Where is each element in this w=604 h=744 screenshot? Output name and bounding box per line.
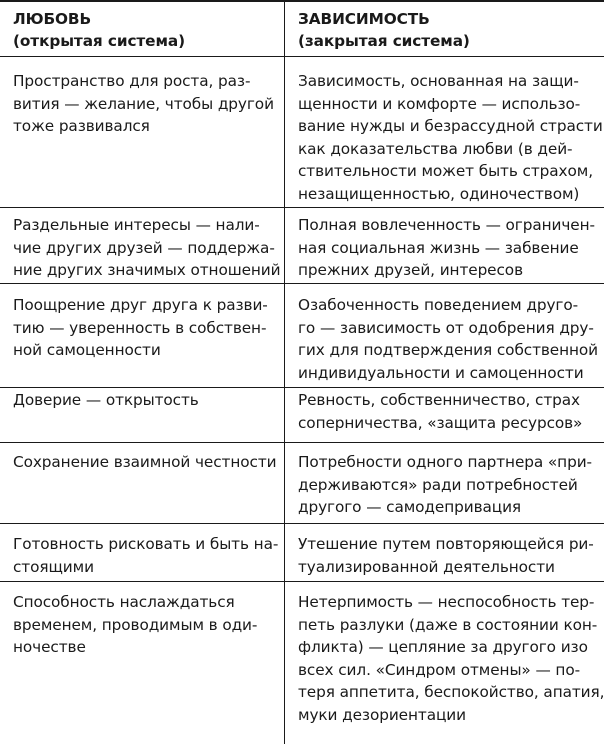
table-row: [0, 387, 604, 442]
table-header-row: [0, 2, 604, 56]
dependency-cell: Озабоченность поведением друго- го — зависимость от одобрения дру- гих для подтверждения собственной индивидуальности и самоценности: [298, 296, 599, 382]
dependency-cell: Ревность, собственничество, страх соперничества, «защита ресурсов»: [298, 391, 583, 432]
table-row: [0, 56, 604, 207]
header-dependency: ЗАВИСИМОСТЬ (закрытая система): [298, 10, 470, 50]
love-cell: Поощрение друг друга к разви- тию — уверенность в собствен- ной самоценности: [13, 296, 268, 360]
dependency-cell: Зависимость, основанная на защи- щенности и комфорте — использо- вание нужды и безрассудной страсти как доказательства любви (в дей- ствительности может быть страхом, незащищенностью, одиночеством): [298, 72, 603, 203]
table-row: [0, 523, 604, 581]
table-row: [0, 207, 604, 283]
love-cell: Пространство для роста, раз- вития — желание, чтобы другой тоже развивался: [13, 72, 274, 136]
dependency-cell: Нетерпимость — неспособность тер- петь разлуки (даже в состоянии кон- фликта) — цепляние за другого изо всех сил. «Синдром отмены» — по- теря аппетита, беспокойство, апатия, муки дезориентации: [298, 593, 604, 724]
header-love: ЛЮБОВЬ (открытая система): [13, 10, 185, 50]
dependency-cell: Потребности одного партнера «при- держиваются» ради потребностей другого — самодепривация: [298, 453, 592, 517]
dependency-cell: Утешение путем повторяющейся ри- туализированной деятельности: [298, 535, 594, 576]
dependency-cell: Полная вовлеченность — ограничен- ная социальная жизнь — забвение прежних друзей, интересов: [298, 216, 595, 280]
love-cell: Готовность рисковать и быть на- стоящими: [13, 535, 279, 576]
table-row: [0, 283, 604, 387]
love-cell: Способность наслаждаться временем, проводимым в оди- ночестве: [13, 593, 258, 657]
love-cell: Доверие — открытость: [13, 391, 199, 409]
table-row: [0, 442, 604, 523]
column-divider: [284, 2, 285, 744]
love-cell: Раздельные интересы — нали- чие других друзей — поддержа- ние других значимых отношений: [13, 216, 281, 280]
table-row: [0, 581, 604, 744]
love-cell: Сохранение взаимной честности: [13, 453, 277, 471]
